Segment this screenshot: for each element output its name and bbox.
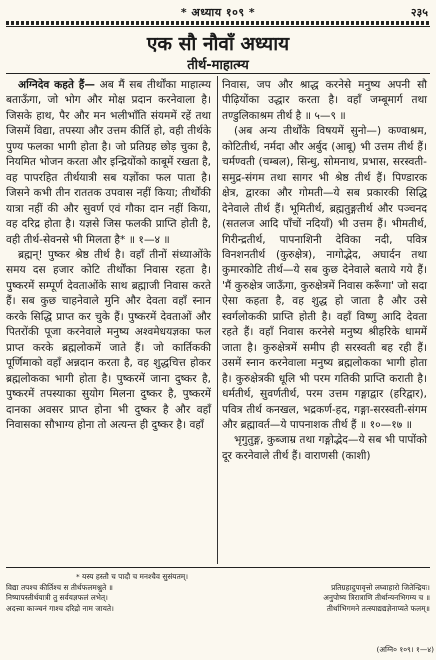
footnote-line <box>6 572 430 583</box>
header-rule <box>6 26 430 27</box>
header-ornament <box>6 21 430 25</box>
footnote-line <box>6 593 430 604</box>
footnote-text: * यस्य हस्तौ च पादौ च मनश्चैव सुसंयतम्। <box>76 572 189 581</box>
section-title: तीर्थ-माहात्म्य <box>187 58 249 73</box>
footnote-text: प्रतिग्रहादुपावृत्तो लघ्वाहारो जितेन्द्रियः। <box>331 582 430 592</box>
footnotes <box>6 572 430 614</box>
footnote-text: तीर्थाभिगमने तत्स्याद्यद्यज्ञेनाप्यते फलम्॥ <box>326 603 430 613</box>
chapter-title: एक सौ नौवाँ अध्याय <box>146 33 290 55</box>
speaker-lead: अग्निदेव कहते हैं— <box>18 79 96 91</box>
title-rule <box>6 73 430 74</box>
footnote-text: अदत्त्वा काञ्चनं गाश्च दरिद्रो नाम जायते। <box>6 603 114 613</box>
footnote-text: विद्या तपश्च कीर्तिश्च स तीर्थफलमश्नुते ॥ <box>6 582 113 592</box>
page-header <box>6 5 430 23</box>
left-column <box>6 78 211 433</box>
footnote-line <box>6 583 430 594</box>
footnote-text: निष्पापस्तीर्थयात्री तु सर्वयज्ञफलं लभेत्। <box>6 593 108 603</box>
paragraph: निवास, जप और श्राद्ध करनेसे मनुष्य अपनी सौ पीढ़ियोंका उद्धार करता है। वहाँ जम्बूमार्ग तथा तण्डुलिकाश्रम तीर्थ है ॥ ५—९ ॥ <box>222 79 427 122</box>
footnote-reference: (अग्नि० १०९। १—४) <box>376 645 434 654</box>
paragraph: ब्रह्मन्! पुष्कर श्रेष्ठ तीर्थ है। वहाँ तीनों संध्याओंके समय दस हजार कोटि तीर्थोंका निवास रहता है। पुष्करमें सम्पूर्ण देवताओंके साथ ब्रह्माजी निवास करते हैं। सब कुछ चाहनेवाले मुनि और देवता वहाँ स्नान करके सिद्धि प्राप्त कर चुके हैं। पुष्करमें देवताओं और पितरोंकी पूजा करनेवाले मनुष्य अश्वमेधयज्ञका फल प्राप्त करके ब्रह्मलोकमें जाते हैं। जो कार्तिककी पूर्णिमाको वहाँ अन्नदान करता है, वह शुद्धचित्त होकर ब्रह्मलोकका भागी होता है। पुष्करमें जाना दुष्कर है, पुष्करमें तपस्याका सुयोग मिलना दुष्कर है, पुष्करमें दानका अवसर प्राप्त होना भी दुष्कर है और वहाँ निवासका सौभाग्य होना तो अत्यन्त ही दुष्कर है। वहाँ <box>6 248 211 431</box>
footnote-rule <box>6 567 430 568</box>
paragraph: भृगुतुङ्ग, कुब्जाम्र तथा गङ्गोद्भेद—ये सब भी पापोंको दूर करनेवाले तीर्थ हैं। वाराणसी (काशी) <box>222 434 427 462</box>
page-number: २३५ <box>410 6 428 19</box>
paragraph-text: अब मैं सब तीर्थोंका माहात्म्य बताऊँगा, जो भोग और मोक्ष प्रदान करनेवाला है। जिसके हाथ, पैर और मन भलीभाँति संयममें रहें तथा जिसमें विद्या, तपस्या और उत्तम कीर्ति हो, वही तीर्थके पुण्य फलका भागी होता है। जो प्रतिग्रह छोड़ चुका है, नियमित भोजन करता और इन्द्रियोंको काबूमें रखता है, वह पापरहित तीर्थयात्री सब यज्ञोंका फल पाता है। जिसने कभी तीन राततक उपवास नहीं किया; तीर्थोंकी यात्रा नहीं की और सुवर्ण एवं गौका दान नहीं किया, वह दरिद्र होता है। यज्ञसे जिस फलकी प्राप्ति होती है, वही तीर्थ-सेवनसे भी मिलता है* ॥ १—४ ॥ <box>6 79 211 246</box>
paragraph <box>6 78 211 248</box>
footnote-line <box>6 604 430 615</box>
column-divider <box>217 76 218 564</box>
paragraph: (अब अन्य तीर्थोंके विषयमें सुनो—) कण्वाश्रम, कोटितीर्थ, नर्मदा और अर्बुद (आबू) भी उत्तम तीर्थ हैं। चर्मण्वती (चम्बल), सिन्धु, सोमनाथ, प्रभास, सरस्वती-समुद्र-संगम तथा सागर भी श्रेष्ठ तीर्थ हैं। पिण्डारक क्षेत्र, द्वारका और गोमती—ये सब प्रकारकी सिद्धि देनेवाले तीर्थ हैं। भूमितीर्थ, ब्रह्मतुङ्गतीर्थ और पञ्चनद (सतलज आदि पाँचों नदियाँ) भी उत्तम हैं। भीमतीर्थ, गिरीन्द्रतीर्थ, पापनाशिनी देविका नदी, पवित्र विनशनतीर्थ (कुरुक्षेत्र), नागोद्भेद, अघार्दन तथा कुमारकोटि तीर्थ—ये सब कुछ देनेवाले बताये गये हैं। 'मैं कुरुक्षेत्र जाऊँगा, कुरुक्षेत्रमें निवास करूँगा' जो सदा ऐसा कहता है, वह शुद्ध हो जाता है और उसे स्वर्गलोककी प्राप्ति होती है। वहाँ विष्णु आदि देवता रहते हैं। वहाँ निवास करनेसे मनुष्य श्रीहरिके धाममें जाता है। कुरुक्षेत्रमें समीप ही सरस्वती बह रही हैं। उसमें स्नान करनेवाला मनुष्य ब्रह्मलोकका भागी होता है। कुरुक्षेत्रकी धूलि भी परम गतिकी प्राप्ति कराती है। धर्मतीर्थ, सुवर्णतीर्थ, परम उत्तम गङ्गाद्वार (हरिद्वार), पवित्र तीर्थ कनखल, भद्रकर्ण-हद, गङ्गा-सरस्वती-संगम और ब्रह्मावर्त—ये पापनाशक तीर्थ हैं ॥ १०—१७ ॥ <box>222 125 427 431</box>
running-title: * अध्याय १०९ * <box>180 6 256 19</box>
footnote-text: अनुपोष्य त्रिरात्राणि तीर्थान्यनभिगम्य च ॥ <box>323 593 430 603</box>
right-column <box>222 78 427 464</box>
